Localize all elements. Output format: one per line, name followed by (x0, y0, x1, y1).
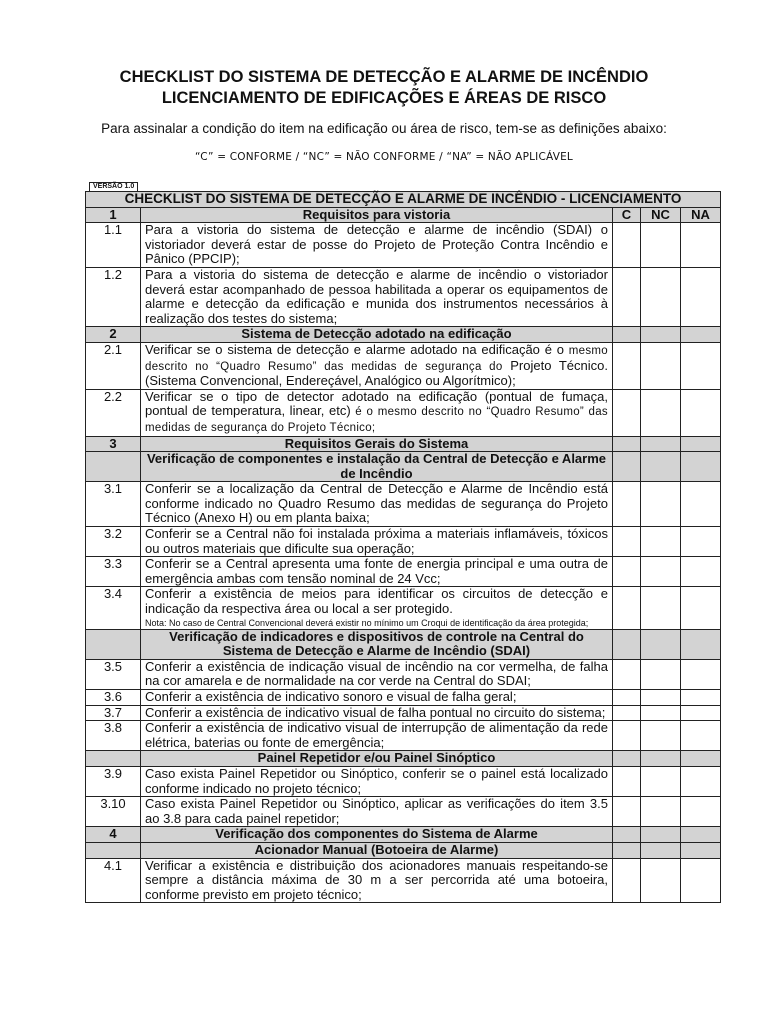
checkbox-nc (641, 751, 681, 767)
checkbox-nc[interactable] (641, 659, 681, 689)
section-title: Sistema de Detecção adotado na edificação (141, 327, 613, 343)
checkbox-na[interactable] (681, 858, 721, 903)
table-row (86, 557, 721, 587)
subsection-title: Acionador Manual (Botoeira de Alarme) (141, 842, 613, 858)
subsection-number (86, 452, 141, 482)
item-text: Conferir se a localização da Central de Detecção e Alarme de Incêndio está conforme indicado no Quadro Resumo das medidas de segurança do Projeto Técnico (Anexo H) ou em planta baixa; (141, 482, 613, 527)
document-title-line2: LICENCIAMENTO DE EDIFICAÇÕES E ÁREAS DE RISCO (161, 89, 607, 107)
item-text-part-a: Verificar se o tipo de detector adotado na edificação (pontual de fumaça, pontual de temperatura, linear, etc) (145, 388, 608, 419)
checkbox-c[interactable] (613, 797, 641, 827)
item-number: 3.3 (86, 557, 141, 587)
checkbox-nc[interactable] (641, 389, 681, 436)
item-text: Para a vistoria do sistema de detecção e alarme de incêndio o vistoriador deverá estar acompanhado de pessoa habilitada a operar os equipamentos de alarme e detecção da edificação e munida dos instrumentos necessários à realização dos testes do sistema; (141, 267, 613, 326)
item-text-part-b: é o mesmo descrito no “Quadro Resumo” das medidas de segurança do Projeto Técnico; (145, 406, 608, 434)
subsection-row (86, 452, 721, 482)
subsection-row (86, 629, 721, 659)
item-number: 1.1 (86, 223, 141, 268)
checkbox-c[interactable] (613, 223, 641, 268)
checkbox-c[interactable] (613, 389, 641, 436)
checkbox-na[interactable] (681, 482, 721, 527)
table-row (86, 527, 721, 557)
subsection-title: Painel Repetidor e/ou Painel Sinóptico (141, 751, 613, 767)
checkbox-c[interactable] (613, 342, 641, 389)
checkbox-nc (641, 452, 681, 482)
table-row (86, 690, 721, 706)
checkbox-na[interactable] (681, 690, 721, 706)
checkbox-nc[interactable] (641, 858, 681, 903)
table-row (86, 389, 721, 436)
checkbox-nc[interactable] (641, 721, 681, 751)
checkbox-nc[interactable] (641, 527, 681, 557)
checkbox-na[interactable] (681, 389, 721, 436)
item-text-part-b: mesmo descrito no “Quadro Resumo” das medidas de segurança do (145, 344, 608, 373)
table-title-row (86, 192, 721, 208)
table-row (86, 223, 721, 268)
checkbox-c[interactable] (613, 557, 641, 587)
checkbox-c[interactable] (613, 527, 641, 557)
table-row (86, 659, 721, 689)
item-number: 3.5 (86, 659, 141, 689)
table-title: CHECKLIST DO SISTEMA DE DETECÇÃO E ALARME DE INCÊNDIO - LICENCIAMENTO (86, 192, 721, 208)
section-row (86, 327, 721, 343)
item-number: 1.2 (86, 267, 141, 326)
section-row (86, 827, 721, 843)
checkbox-nc[interactable] (641, 797, 681, 827)
checkbox-c (613, 452, 641, 482)
checkbox-na (681, 436, 721, 452)
checkbox-nc[interactable] (641, 342, 681, 389)
checkbox-c[interactable] (613, 482, 641, 527)
section-title: Requisitos Gerais do Sistema (141, 436, 613, 452)
checkbox-na[interactable] (681, 267, 721, 326)
checkbox-na (681, 842, 721, 858)
checklist-table (85, 191, 721, 903)
column-header-nc: NC (641, 207, 681, 223)
item-text-part-a: Verificar se o sistema de detecção e alarme adotado na edificação é o (145, 341, 564, 357)
item-text: Conferir a existência de indicação visual de incêndio na cor vermelha, de falha na cor amarela e de normalidade na cor verde na Central do SDAI; (141, 659, 613, 689)
checkbox-c[interactable] (613, 587, 641, 629)
item-text (141, 389, 613, 436)
table-row (86, 766, 721, 796)
item-text: Conferir a existência de indicativo visual de interrupção de alimentação da rede elétrica, baterias ou fonte de emergência; (141, 721, 613, 751)
table-row (86, 482, 721, 527)
legend-definitions: “C” = CONFORME / “NC” = NÃO CONFORME / “NA” = NÃO APLICÁVEL (195, 151, 573, 163)
checkbox-na[interactable] (681, 659, 721, 689)
checkbox-nc (641, 629, 681, 659)
checkbox-na[interactable] (681, 587, 721, 629)
intro-text: Para assinalar a condição do item na edificação ou área de risco, tem-se as definições abaixo: (101, 121, 667, 136)
document-title-line1: CHECKLIST DO SISTEMA DE DETECÇÃO E ALARME DE INCÊNDIO (119, 68, 649, 86)
checkbox-na[interactable] (681, 721, 721, 751)
checkbox-c[interactable] (613, 267, 641, 326)
checkbox-na (681, 827, 721, 843)
item-number: 2.2 (86, 389, 141, 436)
checkbox-c[interactable] (613, 705, 641, 721)
table-row (86, 267, 721, 326)
section-number: 2 (86, 327, 141, 343)
checkbox-nc (641, 327, 681, 343)
item-text: Conferir se a Central apresenta uma fonte de energia principal e uma outra de emergência ambas com tensão nominal de 24 Vcc; (141, 557, 613, 587)
checkbox-na (681, 629, 721, 659)
item-text: Conferir a existência de indicativo sonoro e visual de falha geral; (141, 690, 613, 706)
checkbox-nc[interactable] (641, 705, 681, 721)
checkbox-na[interactable] (681, 342, 721, 389)
section-number: 3 (86, 436, 141, 452)
checkbox-c (613, 629, 641, 659)
subsection-number (86, 842, 141, 858)
item-text-part-c: Projeto Técnico. (Sistema Convencional, Endereçável, Analógico ou Algorítmico); (145, 357, 608, 389)
checkbox-nc (641, 842, 681, 858)
section-title: Requisitos para vistoria (141, 207, 613, 223)
checkbox-na (681, 327, 721, 343)
section-row (86, 207, 721, 223)
checkbox-nc[interactable] (641, 587, 681, 629)
checkbox-nc[interactable] (641, 482, 681, 527)
subsection-row (86, 842, 721, 858)
item-number: 3.1 (86, 482, 141, 527)
item-text: Conferir a existência de indicativo visual de falha pontual no circuito do sistema; (141, 705, 613, 721)
checkbox-c (613, 827, 641, 843)
table-row (86, 342, 721, 389)
item-number: 2.1 (86, 342, 141, 389)
checkbox-na[interactable] (681, 557, 721, 587)
column-header-na: NA (681, 207, 721, 223)
item-text-main: Conferir a existência de meios para identificar os circuitos de detecção e indicação da respectiva área ou local a ser protegido. (145, 586, 608, 617)
subsection-title: Verificação de componentes e instalação da Central de Detecção e Alarme de Incêndio (141, 452, 613, 482)
checkbox-c[interactable] (613, 690, 641, 706)
checkbox-na[interactable] (681, 527, 721, 557)
version-label: VERSÃO 1.0 (89, 182, 138, 192)
item-text (141, 587, 613, 629)
checkbox-nc[interactable] (641, 557, 681, 587)
checkbox-c[interactable] (613, 721, 641, 751)
item-note: Nota: No caso de Central Convencional deverá existir no mínimo um Croqui de identificação da área protegida; (145, 617, 589, 628)
item-number: 3.10 (86, 797, 141, 827)
checkbox-na[interactable] (681, 797, 721, 827)
checkbox-nc[interactable] (641, 766, 681, 796)
item-number: 3.2 (86, 527, 141, 557)
item-text: Conferir se a Central não foi instalada próxima a materiais inflamáveis, tóxicos ou outros materiais que dificulte sua operação; (141, 527, 613, 557)
checkbox-na (681, 751, 721, 767)
table-row (86, 721, 721, 751)
item-number: 4.1 (86, 858, 141, 903)
checkbox-nc[interactable] (641, 223, 681, 268)
item-text (141, 342, 613, 389)
checkbox-na[interactable] (681, 766, 721, 796)
section-row (86, 436, 721, 452)
table-row (86, 705, 721, 721)
subsection-title: Verificação de indicadores e dispositivos de controle na Central do Sistema de Detecção e Alarme de Incêndio (SDAI) (141, 629, 613, 659)
item-number: 3.6 (86, 690, 141, 706)
checkbox-c[interactable] (613, 858, 641, 903)
checkbox-c (613, 751, 641, 767)
checkbox-c[interactable] (613, 659, 641, 689)
checkbox-nc[interactable] (641, 690, 681, 706)
checkbox-nc (641, 827, 681, 843)
subsection-number (86, 751, 141, 767)
checkbox-nc[interactable] (641, 267, 681, 326)
checkbox-na[interactable] (681, 223, 721, 268)
checkbox-c (613, 842, 641, 858)
checkbox-c[interactable] (613, 766, 641, 796)
item-number: 3.7 (86, 705, 141, 721)
item-text: Caso exista Painel Repetidor ou Sinóptico, aplicar as verificações do item 3.5 ao 3.8 para cada painel repetidor; (141, 797, 613, 827)
subsection-row (86, 751, 721, 767)
item-number: 3.4 (86, 587, 141, 629)
checkbox-c (613, 327, 641, 343)
item-text: Para a vistoria do sistema de detecção e alarme de incêndio (SDAI) o vistoriador deverá estar de posse do Projeto de Proteção Contra Incêndio e Pânico (PPCIP); (141, 223, 613, 268)
section-number: 4 (86, 827, 141, 843)
column-header-c: C (613, 207, 641, 223)
item-number: 3.9 (86, 766, 141, 796)
table-row (86, 858, 721, 903)
table-row (86, 587, 721, 629)
checkbox-na[interactable] (681, 705, 721, 721)
item-number: 3.8 (86, 721, 141, 751)
section-title: Verificação dos componentes do Sistema de Alarme (141, 827, 613, 843)
subsection-number (86, 629, 141, 659)
checkbox-nc (641, 436, 681, 452)
section-number: 1 (86, 207, 141, 223)
item-text: Verificar a existência e distribuição dos acionadores manuais respeitando-se sempre a distância máxima de 30 m a ser percorrida até uma botoeira, conforme previsto em projeto técnico; (141, 858, 613, 903)
checkbox-c (613, 436, 641, 452)
item-text: Caso exista Painel Repetidor ou Sinóptico, conferir se o painel está localizado conforme indicado no projeto técnico; (141, 766, 613, 796)
table-row (86, 797, 721, 827)
checkbox-na (681, 452, 721, 482)
